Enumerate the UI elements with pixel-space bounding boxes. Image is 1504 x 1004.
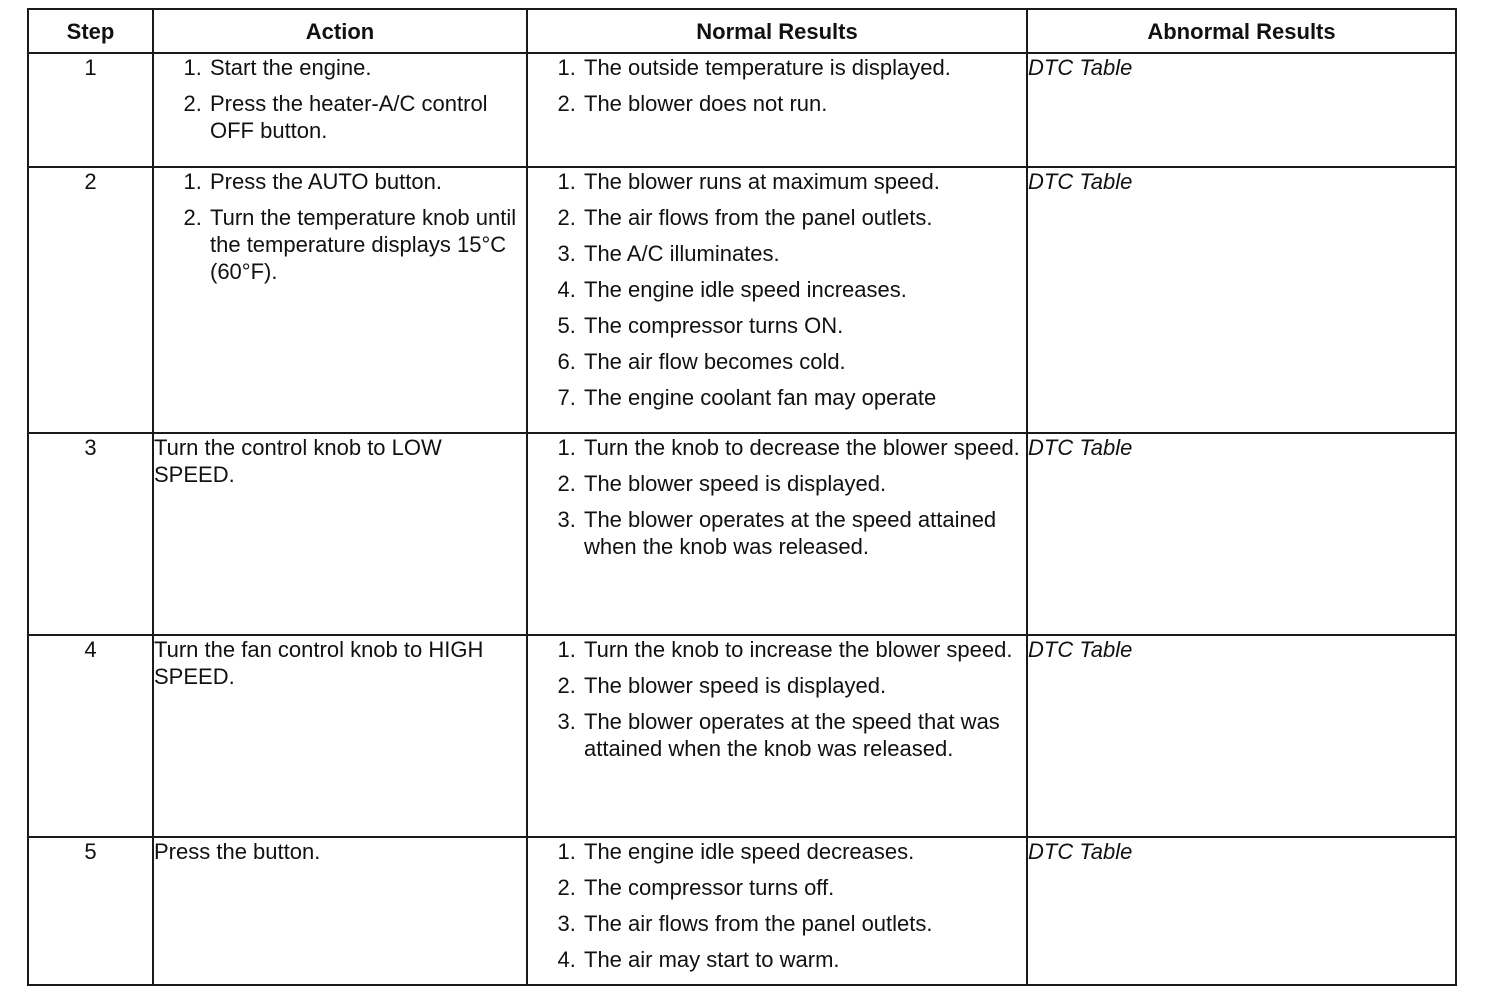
step-number: 2: [28, 167, 153, 433]
normal-result-item: 4. The engine idle speed increases.: [582, 276, 1026, 303]
action-cell: [153, 53, 527, 167]
action-cell: [153, 433, 527, 635]
normal-result-item: 1. Turn the knob to decrease the blower speed.: [582, 434, 1026, 461]
table-row: [28, 635, 1456, 837]
normal-result-item: 5. The compressor turns ON.: [582, 312, 1026, 339]
normal-result-item: 2. The air flows from the panel outlets.: [582, 204, 1026, 231]
normal-result-item: 1. The outside temperature is displayed.: [582, 54, 1026, 81]
table-row: [28, 167, 1456, 433]
action-cell: [153, 167, 527, 433]
diagnostic-table: [27, 8, 1457, 986]
header-abnormal-results: Abnormal Results: [1027, 9, 1456, 53]
abnormal-results-cell: DTC Table: [1027, 635, 1456, 837]
header-step: Step: [28, 9, 153, 53]
action-text: Turn the control knob to LOW SPEED.: [154, 435, 442, 487]
action-item: 2. Press the heater-A/C control OFF button.: [208, 90, 526, 144]
table-row: [28, 837, 1456, 985]
normal-result-item: 7. The engine coolant fan may operate: [582, 384, 1026, 411]
normal-results-cell: [527, 167, 1027, 433]
normal-result-item: 1. Turn the knob to increase the blower speed.: [582, 636, 1026, 663]
normal-result-item: 2. The blower speed is displayed.: [582, 672, 1026, 699]
normal-result-item: 4. The air may start to warm.: [582, 946, 1026, 973]
action-cell: [153, 837, 527, 985]
abnormal-results-cell: DTC Table: [1027, 433, 1456, 635]
table-row: [28, 53, 1456, 167]
normal-result-item: 1. The engine idle speed decreases.: [582, 838, 1026, 865]
normal-result-item: 2. The compressor turns off.: [582, 874, 1026, 901]
action-text: Press the button.: [154, 839, 321, 864]
normal-result-item: 3. The air flows from the panel outlets.: [582, 910, 1026, 937]
header-row: [28, 9, 1456, 53]
normal-results-cell: [527, 433, 1027, 635]
normal-results-cell: [527, 53, 1027, 167]
normal-result-item: 3. The blower operates at the speed attained when the knob was released.: [582, 506, 1026, 560]
normal-result-item: 2. The blower speed is displayed.: [582, 470, 1026, 497]
action-text: Turn the fan control knob to HIGH SPEED.: [154, 637, 484, 689]
header-action: Action: [153, 9, 527, 53]
abnormal-results-cell: DTC Table: [1027, 837, 1456, 985]
normal-result-item: 2. The blower does not run.: [582, 90, 1026, 117]
normal-result-item: 1. The blower runs at maximum speed.: [582, 168, 1026, 195]
step-number: 3: [28, 433, 153, 635]
action-item: 1. Start the engine.: [208, 54, 526, 81]
abnormal-results-cell: DTC Table: [1027, 53, 1456, 167]
action-item: 1. Press the AUTO button.: [208, 168, 526, 195]
step-number: 1: [28, 53, 153, 167]
abnormal-results-cell: DTC Table: [1027, 167, 1456, 433]
normal-results-cell: [527, 635, 1027, 837]
table-row: [28, 433, 1456, 635]
normal-result-item: 6. The air flow becomes cold.: [582, 348, 1026, 375]
normal-results-cell: [527, 837, 1027, 985]
step-number: 5: [28, 837, 153, 985]
normal-result-item: 3. The A/C illuminates.: [582, 240, 1026, 267]
header-normal-results: Normal Results: [527, 9, 1027, 53]
step-number: 4: [28, 635, 153, 837]
action-item: 2. Turn the temperature knob until the temperature displays 15°C (60°F).: [208, 204, 526, 285]
action-cell: [153, 635, 527, 837]
normal-result-item: 3. The blower operates at the speed that was attained when the knob was released.: [582, 708, 1026, 762]
